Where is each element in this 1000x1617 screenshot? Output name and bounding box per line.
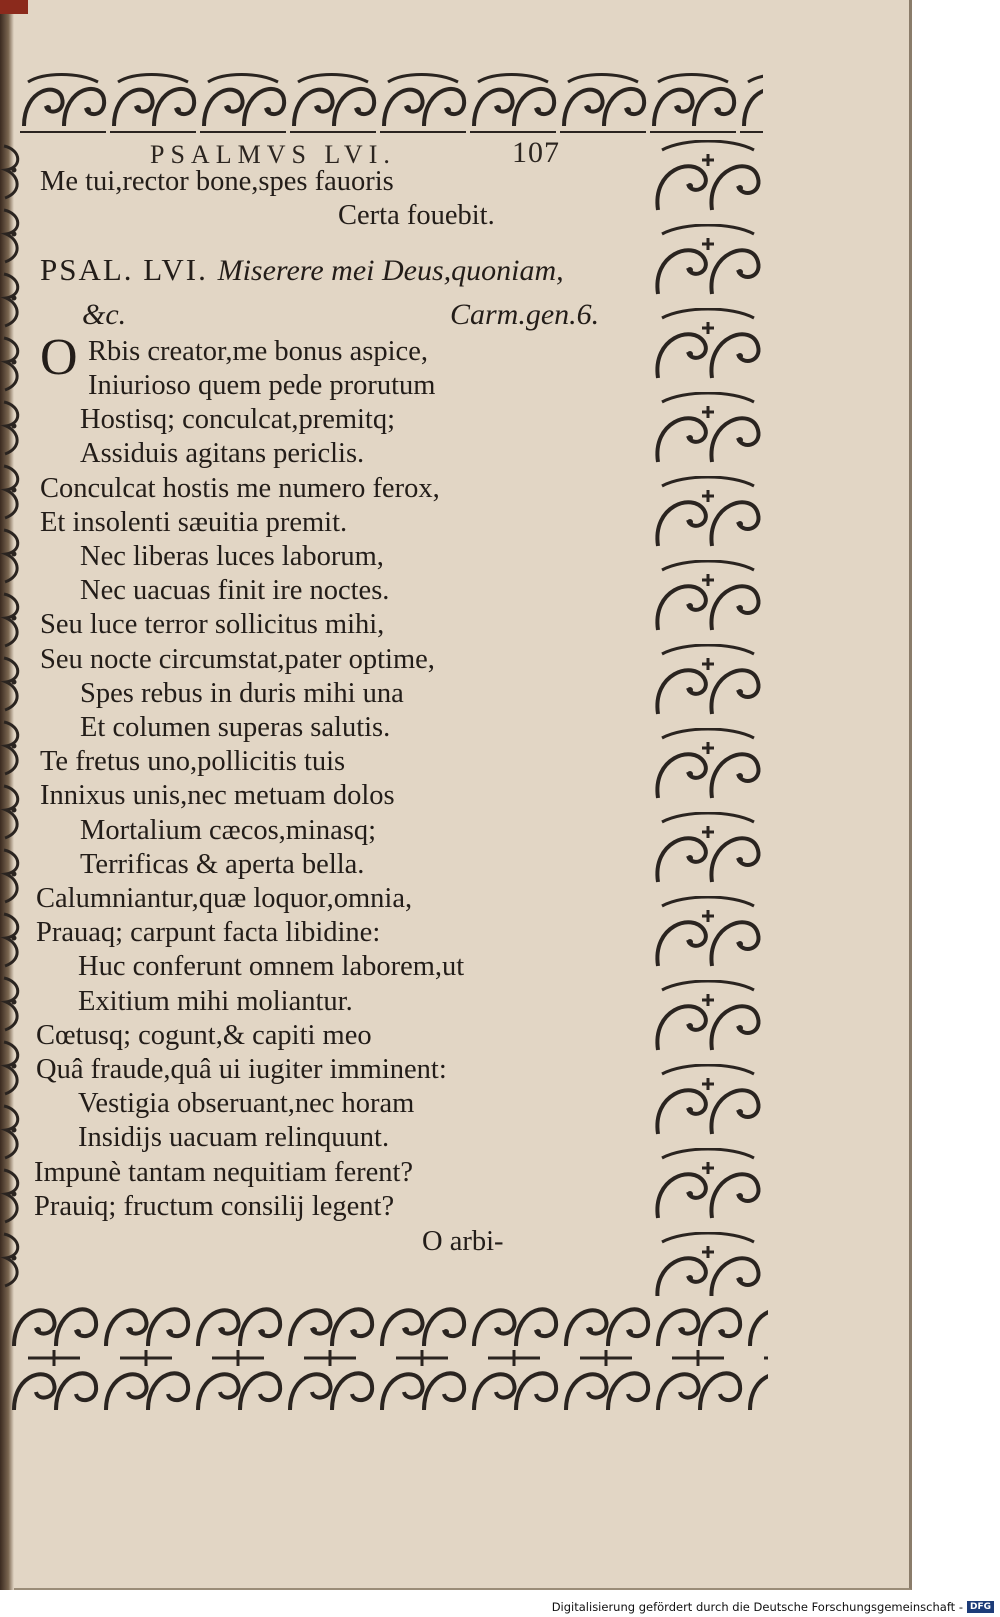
funding-notice: Digitalisierung gefördert durch die Deutsche Forschungsgemeinschaft -: [551, 1600, 963, 1614]
verse-line: Seu luce terror sollicitus mihi,: [40, 609, 385, 640]
catchword: O arbi-: [422, 1226, 504, 1257]
verse-line: Spes rebus in duris mihi una: [80, 678, 404, 709]
psalm-heading: [40, 252, 564, 288]
meter-label: Carm.gen.6.: [450, 298, 600, 331]
page-number: 107: [512, 136, 560, 169]
right-border-ornament-icon: [648, 140, 768, 1296]
verse-line: Terrificas & aperta bella.: [80, 849, 365, 880]
verse-line: Exitium mihi moliantur.: [78, 986, 353, 1017]
verse-line: Vestigia obseruant,nec horam: [78, 1088, 415, 1119]
psalm-incipit: Miserere mei Deus,quoniam,: [217, 254, 564, 287]
verse-line: Cœtusq; cogunt,& capiti meo: [36, 1020, 372, 1051]
verse-line: Assiduis agitans periclis.: [80, 438, 365, 469]
verse-line: Conculcat hostis me numero ferox,: [40, 473, 440, 504]
verse-line: Seu nocte circumstat,pater optime,: [40, 644, 435, 675]
verse-line: Me tui,rector bone,spes fauoris: [40, 166, 394, 197]
verse-line: Te fretus uno,pollicitis tuis: [40, 746, 346, 777]
verse-line: Impunè tantam nequitiam ferent?: [34, 1157, 414, 1188]
running-head-title: PSALMVS LVI.: [150, 140, 396, 169]
left-border-ornament-icon: [0, 140, 28, 1296]
verse-line: Prauaq; carpunt facta libidine:: [36, 917, 381, 948]
drop-capital: O: [40, 329, 78, 386]
verse-line: Et columen superas salutis.: [80, 712, 391, 743]
verse-line: Innixus unis,nec metuam dolos: [40, 780, 395, 811]
verse-line: Certa fouebit.: [338, 200, 495, 231]
binding-edge-mark: [0, 0, 28, 14]
verse-line: Insidijs uacuam relinquunt.: [78, 1122, 390, 1153]
verse-line: Iniurioso quem pede prorutum: [88, 370, 436, 401]
bottom-border-ornament-icon: [8, 1294, 768, 1422]
verse-line: Calumniantur,quæ loquor,omnia,: [36, 883, 413, 914]
verse-line: Mortalium cæcos,minasq;: [80, 815, 377, 846]
digitization-footer: [552, 1600, 994, 1614]
verse-line: Rbis creator,me bonus aspice,: [88, 336, 428, 367]
dfg-logo-icon: DFG: [967, 1601, 994, 1613]
verse-line: Et insolenti sæuitia premit.: [40, 507, 348, 538]
verse-line: Nec liberas luces laborum,: [80, 541, 384, 572]
top-border-ornament-icon: [18, 68, 763, 140]
psalm-heading-etc: &c.: [82, 298, 127, 331]
verse-line: Huc conferunt omnem laborem,ut: [78, 951, 465, 982]
psalm-number: PSAL. LVI.: [40, 252, 208, 287]
verse-line: Prauiq; fructum consilij legent?: [34, 1191, 395, 1222]
verse-line: Quâ fraude,quâ ui iugiter imminent:: [36, 1054, 447, 1085]
verse-line: Hostisq; conculcat,premitq;: [80, 404, 396, 435]
verse-line: Nec uacuas finit ire noctes.: [80, 575, 390, 606]
